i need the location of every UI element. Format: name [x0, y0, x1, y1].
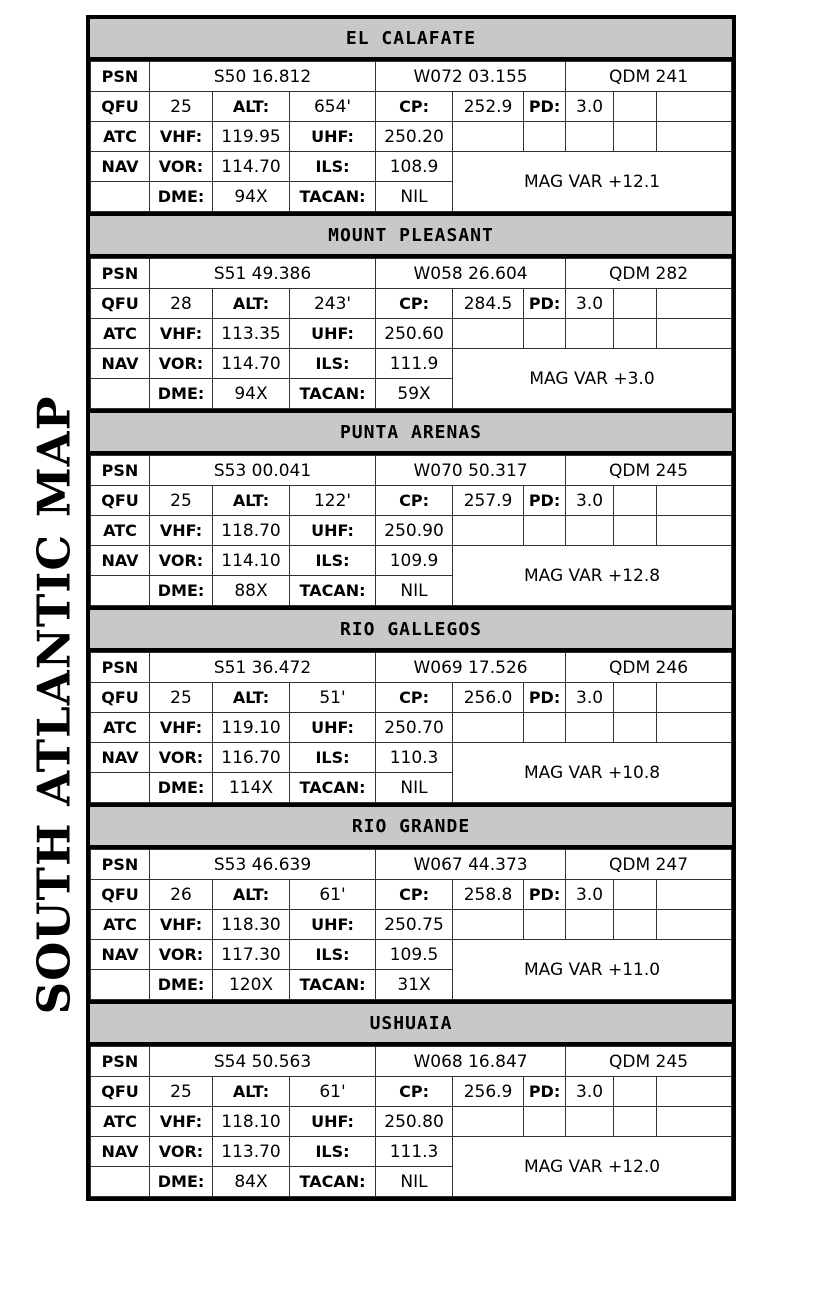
alt-value: 122' — [290, 486, 376, 516]
airfield-name: EL CALAFATE — [90, 19, 732, 61]
ils-label: ILS: — [290, 743, 376, 773]
dme-value: 88X — [213, 576, 290, 606]
qdm: QDM 241 — [566, 62, 732, 92]
dme-value: 84X — [213, 1167, 290, 1197]
uhf-value: 250.70 — [376, 713, 453, 743]
ils-label: ILS: — [290, 1137, 376, 1167]
empty-cell — [566, 122, 614, 152]
qfu-value: 28 — [150, 289, 213, 319]
empty-cell — [91, 182, 150, 212]
alt-label: ALT: — [213, 880, 290, 910]
vor-value: 117.30 — [213, 940, 290, 970]
pd-label: PD: — [524, 486, 566, 516]
nav-label: NAV — [91, 546, 150, 576]
airfield-name: RIO GALLEGOS — [90, 610, 732, 652]
tacan-value: NIL — [376, 182, 453, 212]
vhf-label: VHF: — [150, 516, 213, 546]
vhf-value: 118.70 — [213, 516, 290, 546]
empty-cell — [614, 713, 657, 743]
dme-value: 120X — [213, 970, 290, 1000]
alt-label: ALT: — [213, 486, 290, 516]
airfield-block — [90, 610, 732, 807]
qdm: QDM 246 — [566, 653, 732, 683]
pd-label: PD: — [524, 92, 566, 122]
vhf-value: 119.10 — [213, 713, 290, 743]
vor-value: 116.70 — [213, 743, 290, 773]
psn-row — [91, 653, 732, 683]
empty-cell — [453, 713, 524, 743]
tacan-label: TACAN: — [290, 1167, 376, 1197]
qfu-label: QFU — [91, 880, 150, 910]
qfu-row — [91, 1077, 732, 1107]
uhf-value: 250.60 — [376, 319, 453, 349]
qfu-label: QFU — [91, 486, 150, 516]
psn-label: PSN — [91, 456, 150, 486]
dme-label: DME: — [150, 379, 213, 409]
atc-row — [91, 319, 732, 349]
empty-cell — [524, 910, 566, 940]
empty-cell — [614, 1077, 657, 1107]
empty-cell — [566, 319, 614, 349]
empty-cell — [614, 683, 657, 713]
qfu-row — [91, 92, 732, 122]
cp-value: 284.5 — [453, 289, 524, 319]
tacan-label: TACAN: — [290, 773, 376, 803]
uhf-value: 250.20 — [376, 122, 453, 152]
dme-label: DME: — [150, 576, 213, 606]
cp-label: CP: — [376, 486, 453, 516]
empty-cell — [657, 910, 732, 940]
cp-value: 252.9 — [453, 92, 524, 122]
empty-cell — [657, 1077, 732, 1107]
empty-cell — [566, 910, 614, 940]
empty-cell — [566, 516, 614, 546]
airfield-data-table — [90, 61, 732, 212]
atc-row — [91, 516, 732, 546]
empty-cell — [657, 1107, 732, 1137]
vor-value: 114.10 — [213, 546, 290, 576]
empty-cell — [614, 289, 657, 319]
cp-label: CP: — [376, 1077, 453, 1107]
airfield-data-table — [90, 1046, 732, 1197]
vor-value: 114.70 — [213, 349, 290, 379]
qfu-row — [91, 683, 732, 713]
empty-cell — [566, 713, 614, 743]
uhf-value: 250.80 — [376, 1107, 453, 1137]
tacan-value: NIL — [376, 773, 453, 803]
cp-label: CP: — [376, 289, 453, 319]
pd-label: PD: — [524, 1077, 566, 1107]
uhf-label: UHF: — [290, 319, 376, 349]
mag-var: MAG VAR +12.0 — [453, 1137, 732, 1197]
airfield-name: RIO GRANDE — [90, 807, 732, 849]
empty-cell — [614, 880, 657, 910]
tacan-value: 31X — [376, 970, 453, 1000]
uhf-label: UHF: — [290, 910, 376, 940]
tacan-label: TACAN: — [290, 379, 376, 409]
empty-cell — [614, 319, 657, 349]
dme-label: DME: — [150, 773, 213, 803]
airfield-data-table — [90, 849, 732, 1000]
nav-row — [91, 546, 732, 576]
mag-var: MAG VAR +12.8 — [453, 546, 732, 606]
atc-row — [91, 122, 732, 152]
empty-cell — [657, 122, 732, 152]
qdm: QDM 282 — [566, 259, 732, 289]
vor-value: 114.70 — [213, 152, 290, 182]
longitude: W070 50.317 — [376, 456, 566, 486]
empty-cell — [524, 516, 566, 546]
empty-cell — [91, 576, 150, 606]
vhf-label: VHF: — [150, 319, 213, 349]
vor-value: 113.70 — [213, 1137, 290, 1167]
longitude: W058 26.604 — [376, 259, 566, 289]
side-title: SOUTH ATLANTIC MAP — [27, 395, 81, 1015]
tacan-value: NIL — [376, 576, 453, 606]
airfield-data-table — [90, 258, 732, 409]
airfield-block — [90, 1004, 732, 1197]
dme-value: 94X — [213, 379, 290, 409]
atc-label: ATC — [91, 713, 150, 743]
empty-cell — [657, 319, 732, 349]
ils-value: 111.9 — [376, 349, 453, 379]
ils-value: 109.5 — [376, 940, 453, 970]
empty-cell — [657, 486, 732, 516]
atc-label: ATC — [91, 1107, 150, 1137]
empty-cell — [91, 379, 150, 409]
latitude: S51 49.386 — [150, 259, 376, 289]
atc-label: ATC — [91, 516, 150, 546]
psn-row — [91, 1047, 732, 1077]
qfu-label: QFU — [91, 92, 150, 122]
qfu-row — [91, 289, 732, 319]
latitude: S51 36.472 — [150, 653, 376, 683]
nav-row — [91, 743, 732, 773]
tacan-value: 59X — [376, 379, 453, 409]
qdm: QDM 245 — [566, 1047, 732, 1077]
dme-label: DME: — [150, 182, 213, 212]
empty-cell — [657, 713, 732, 743]
vhf-label: VHF: — [150, 1107, 213, 1137]
empty-cell — [614, 486, 657, 516]
uhf-value: 250.75 — [376, 910, 453, 940]
vhf-label: VHF: — [150, 122, 213, 152]
tacan-label: TACAN: — [290, 970, 376, 1000]
airfield-block — [90, 19, 732, 216]
empty-cell — [524, 713, 566, 743]
nav-label: NAV — [91, 349, 150, 379]
empty-cell — [453, 1107, 524, 1137]
latitude: S54 50.563 — [150, 1047, 376, 1077]
empty-cell — [453, 910, 524, 940]
pd-value: 3.0 — [566, 1077, 614, 1107]
vor-label: VOR: — [150, 152, 213, 182]
vhf-value: 119.95 — [213, 122, 290, 152]
uhf-label: UHF: — [290, 713, 376, 743]
atc-row — [91, 1107, 732, 1137]
empty-cell — [524, 122, 566, 152]
nav-row — [91, 940, 732, 970]
mag-var: MAG VAR +10.8 — [453, 743, 732, 803]
alt-label: ALT: — [213, 683, 290, 713]
dme-label: DME: — [150, 970, 213, 1000]
atc-label: ATC — [91, 910, 150, 940]
pd-value: 3.0 — [566, 683, 614, 713]
vor-label: VOR: — [150, 546, 213, 576]
empty-cell — [657, 683, 732, 713]
mag-var: MAG VAR +3.0 — [453, 349, 732, 409]
airfield-name: PUNTA ARENAS — [90, 413, 732, 455]
empty-cell — [524, 1107, 566, 1137]
empty-cell — [657, 516, 732, 546]
pd-label: PD: — [524, 289, 566, 319]
tacan-value: NIL — [376, 1167, 453, 1197]
ils-label: ILS: — [290, 349, 376, 379]
empty-cell — [614, 1107, 657, 1137]
cp-value: 257.9 — [453, 486, 524, 516]
ils-value: 109.9 — [376, 546, 453, 576]
empty-cell — [657, 289, 732, 319]
atc-label: ATC — [91, 319, 150, 349]
qfu-label: QFU — [91, 683, 150, 713]
airfield-block — [90, 216, 732, 413]
pd-value: 3.0 — [566, 880, 614, 910]
qfu-value: 25 — [150, 486, 213, 516]
nav-row — [91, 349, 732, 379]
atc-label: ATC — [91, 122, 150, 152]
vor-label: VOR: — [150, 743, 213, 773]
cp-value: 256.0 — [453, 683, 524, 713]
uhf-label: UHF: — [290, 516, 376, 546]
vor-label: VOR: — [150, 940, 213, 970]
ils-label: ILS: — [290, 940, 376, 970]
empty-cell — [91, 1167, 150, 1197]
qdm: QDM 245 — [566, 456, 732, 486]
psn-label: PSN — [91, 1047, 150, 1077]
empty-cell — [614, 92, 657, 122]
alt-value: 51' — [290, 683, 376, 713]
psn-row — [91, 62, 732, 92]
vor-label: VOR: — [150, 1137, 213, 1167]
qfu-value: 25 — [150, 683, 213, 713]
psn-label: PSN — [91, 850, 150, 880]
dme-value: 94X — [213, 182, 290, 212]
uhf-label: UHF: — [290, 1107, 376, 1137]
alt-value: 61' — [290, 880, 376, 910]
airfield-data-table — [90, 455, 732, 606]
qfu-value: 25 — [150, 1077, 213, 1107]
empty-cell — [614, 122, 657, 152]
qfu-row — [91, 486, 732, 516]
empty-cell — [453, 122, 524, 152]
empty-cell — [657, 880, 732, 910]
airfield-name: MOUNT PLEASANT — [90, 216, 732, 258]
alt-label: ALT: — [213, 1077, 290, 1107]
vor-label: VOR: — [150, 349, 213, 379]
psn-label: PSN — [91, 259, 150, 289]
empty-cell — [91, 773, 150, 803]
cp-value: 256.9 — [453, 1077, 524, 1107]
psn-row — [91, 456, 732, 486]
ils-value: 108.9 — [376, 152, 453, 182]
longitude: W072 03.155 — [376, 62, 566, 92]
ils-value: 110.3 — [376, 743, 453, 773]
pd-label: PD: — [524, 880, 566, 910]
alt-value: 243' — [290, 289, 376, 319]
nav-row — [91, 1137, 732, 1167]
pd-label: PD: — [524, 683, 566, 713]
tacan-label: TACAN: — [290, 182, 376, 212]
atc-row — [91, 713, 732, 743]
psn-label: PSN — [91, 653, 150, 683]
pd-value: 3.0 — [566, 486, 614, 516]
latitude: S53 46.639 — [150, 850, 376, 880]
uhf-label: UHF: — [290, 122, 376, 152]
empty-cell — [453, 516, 524, 546]
nav-label: NAV — [91, 1137, 150, 1167]
empty-cell — [566, 1107, 614, 1137]
psn-row — [91, 850, 732, 880]
mag-var: MAG VAR +11.0 — [453, 940, 732, 1000]
alt-label: ALT: — [213, 289, 290, 319]
ils-label: ILS: — [290, 546, 376, 576]
qfu-label: QFU — [91, 1077, 150, 1107]
vhf-label: VHF: — [150, 910, 213, 940]
pd-value: 3.0 — [566, 92, 614, 122]
cp-label: CP: — [376, 92, 453, 122]
empty-cell — [453, 319, 524, 349]
pd-value: 3.0 — [566, 289, 614, 319]
qdm: QDM 247 — [566, 850, 732, 880]
empty-cell — [91, 970, 150, 1000]
qfu-value: 25 — [150, 92, 213, 122]
cp-value: 258.8 — [453, 880, 524, 910]
airfield-data-table — [90, 652, 732, 803]
alt-value: 654' — [290, 92, 376, 122]
qfu-value: 26 — [150, 880, 213, 910]
longitude: W068 16.847 — [376, 1047, 566, 1077]
empty-cell — [524, 319, 566, 349]
empty-cell — [657, 92, 732, 122]
vhf-label: VHF: — [150, 713, 213, 743]
longitude: W069 17.526 — [376, 653, 566, 683]
airfield-block — [90, 807, 732, 1004]
uhf-value: 250.90 — [376, 516, 453, 546]
qfu-label: QFU — [91, 289, 150, 319]
latitude: S50 16.812 — [150, 62, 376, 92]
cp-label: CP: — [376, 880, 453, 910]
airfield-card-sheet — [86, 15, 736, 1201]
vhf-value: 113.35 — [213, 319, 290, 349]
nav-label: NAV — [91, 152, 150, 182]
psn-row — [91, 259, 732, 289]
empty-cell — [614, 910, 657, 940]
empty-cell — [614, 516, 657, 546]
tacan-label: TACAN: — [290, 576, 376, 606]
qfu-row — [91, 880, 732, 910]
longitude: W067 44.373 — [376, 850, 566, 880]
cp-label: CP: — [376, 683, 453, 713]
nav-label: NAV — [91, 940, 150, 970]
mag-var: MAG VAR +12.1 — [453, 152, 732, 212]
alt-value: 61' — [290, 1077, 376, 1107]
vhf-value: 118.10 — [213, 1107, 290, 1137]
alt-label: ALT: — [213, 92, 290, 122]
ils-label: ILS: — [290, 152, 376, 182]
latitude: S53 00.041 — [150, 456, 376, 486]
nav-row — [91, 152, 732, 182]
ils-value: 111.3 — [376, 1137, 453, 1167]
nav-label: NAV — [91, 743, 150, 773]
vhf-value: 118.30 — [213, 910, 290, 940]
dme-value: 114X — [213, 773, 290, 803]
airfield-block — [90, 413, 732, 610]
dme-label: DME: — [150, 1167, 213, 1197]
airfield-name: USHUAIA — [90, 1004, 732, 1046]
atc-row — [91, 910, 732, 940]
psn-label: PSN — [91, 62, 150, 92]
